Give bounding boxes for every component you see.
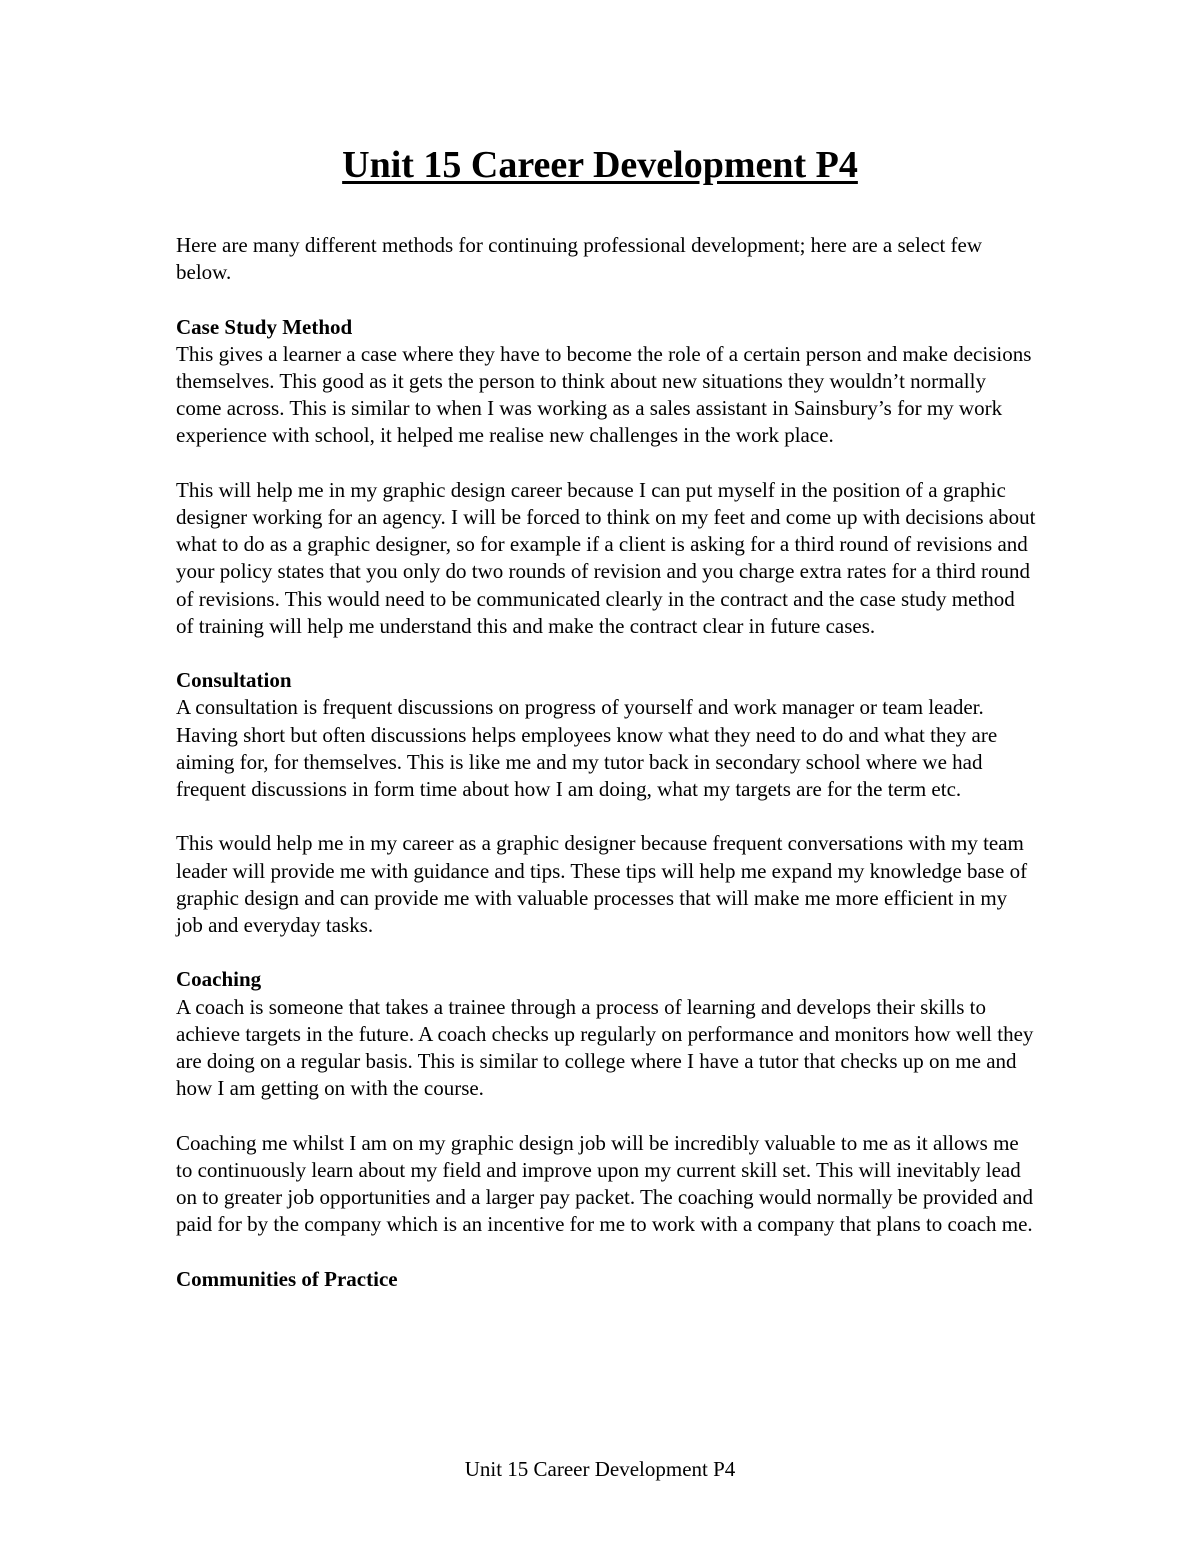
section-consultation [176, 667, 1036, 939]
section-paragraph: A coach is someone that takes a trainee through a process of learning and develops their skills to achieve targets in the future. A coach checks up regularly on performance and monitors how well they are doing on a regular basis. This is similar to college where I have a tutor that checks up on me and how I am getting on with the course. [176, 994, 1034, 1101]
section-paragraph: This would help me in my career as a graphic designer because frequent conversations with my team leader will provide me with guidance and tips. These tips will help me expand my knowledge base of graphic design and can provide me with valuable processes that will make me more efficient in my job and everyday tasks. [176, 831, 1028, 938]
section-case-study-method [176, 314, 1036, 640]
document-body [176, 232, 1036, 1293]
section-paragraph: This gives a learner a case where they have to become the role of a certain person and make decisions themselves. This good as it gets the person to think about new situations they wouldn’t normally come across. This is similar to when I was working as a sales assistant in Sainsbury’s for my work experience with school, it helped me realise new challenges in the work place. [176, 341, 1032, 448]
page-footer: Unit 15 Career Development P4 [464, 1457, 736, 1481]
section-paragraph: This will help me in my graphic design career because I can put myself in the position of a graphic designer working for an agency. I will be forced to think on my feet and come up with decisions about what to do as a graphic designer, so for example if a client is asking for a third round of revisions and your policy states that you only do two rounds of revision and you charge extra rates for a third round of revisions. This would need to be communicated clearly in the contract and the case study method of training will help me understand this and make the contract clear in future cases. [176, 477, 1036, 638]
section-heading: Communities of Practice [176, 1266, 398, 1291]
section-paragraph: A consultation is frequent discussions on progress of yourself and work manager or team leader. Having short but often discussions helps employees know what they need to do and what they are aiming for, for themselves. This is like me and my tutor back in secondary school where we had frequent discussions in form time about how I am doing, what my targets are for the term etc. [176, 695, 998, 802]
page-title: Unit 15 Career Development P4 [342, 144, 858, 186]
section-coaching [176, 966, 1036, 1238]
section-communities-of-practice [176, 1266, 1036, 1293]
intro-paragraph: Here are many different methods for continuing professional development; here are a select few below. [176, 233, 983, 285]
section-paragraph: Coaching me whilst I am on my graphic design job will be incredibly valuable to me as it allows me to continuously learn about my field and improve upon my current skill set. This will inevitably lead on to greater job opportunities and a larger pay packet. The coaching would normally be provided and paid for by the company which is an incentive for me to work with a company that plans to coach me. [176, 1130, 1034, 1237]
section-heading: Case Study Method [176, 314, 353, 339]
section-heading: Coaching [176, 967, 262, 992]
section-heading: Consultation [176, 668, 292, 693]
